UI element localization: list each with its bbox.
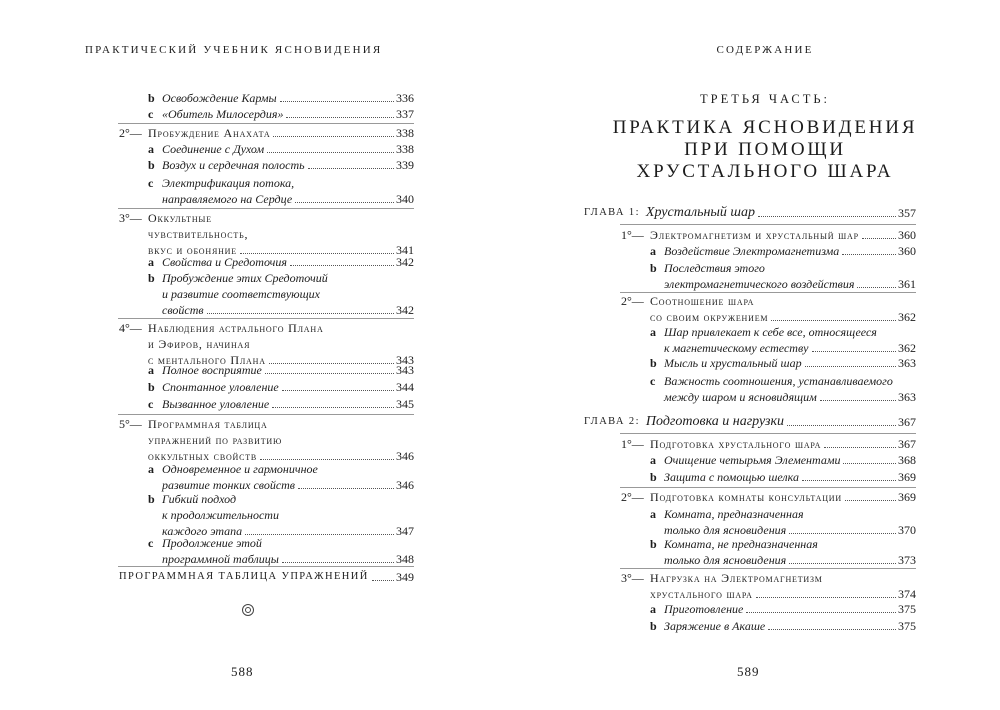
entry-page: 363 xyxy=(898,390,916,404)
entry-title: оккультных свойств xyxy=(148,449,258,463)
entry-title-line: Одновременное и гармоничное xyxy=(162,462,318,476)
entry-letter: c xyxy=(148,536,154,550)
entry-letter: b xyxy=(650,470,657,484)
entry-page: 368 xyxy=(898,453,916,467)
section-rule xyxy=(620,292,916,293)
entry-title: Свойства и Средоточия xyxy=(162,255,287,269)
entry-page: 344 xyxy=(396,380,414,394)
entry-title: хрустального шара xyxy=(650,587,753,601)
entry-letter: b xyxy=(650,261,657,275)
entry-page: 342 xyxy=(396,303,414,317)
entry-number: 2°— xyxy=(621,490,644,504)
entry-letter: a xyxy=(650,325,656,339)
entry-title: Очищение четырьмя Элементами xyxy=(664,453,841,467)
entry-title: ПРОГРАММНАЯ ТАБЛИЦА УПРАЖНЕНИЙ xyxy=(119,571,369,582)
entry-page: 375 xyxy=(898,619,916,633)
leader-dots xyxy=(842,254,896,255)
entry-letter: b xyxy=(650,619,657,633)
entry-title: Спонтанное уловление xyxy=(162,380,279,394)
entry-page: 373 xyxy=(898,553,916,567)
entry-title: со своим окружением xyxy=(650,310,769,324)
entry-page: 346 xyxy=(396,449,414,463)
entry-page: 338 xyxy=(396,142,414,156)
entry-title: Приготовление xyxy=(664,602,744,616)
leader-dots xyxy=(787,425,896,426)
toc-entry[interactable] xyxy=(650,356,916,370)
toc-entry[interactable] xyxy=(148,158,414,172)
leader-dots xyxy=(845,500,896,501)
leader-dots xyxy=(308,168,394,169)
entry-title: с ментального Плана xyxy=(148,353,266,367)
entry-title-line: Электрификация потока, xyxy=(162,176,295,190)
chapter-entry[interactable] xyxy=(584,206,916,220)
entry-title-line: и развитие соответствующих xyxy=(162,287,320,301)
toc-entry[interactable] xyxy=(148,255,414,269)
entry-letter: c xyxy=(148,397,154,411)
entry-page: 345 xyxy=(396,397,414,411)
toc-entry[interactable] xyxy=(650,325,916,355)
leader-dots xyxy=(265,373,394,374)
entry-title: направляемого на Сердце xyxy=(162,192,293,206)
entry-title: Освобождение Кармы xyxy=(162,91,277,105)
entry-number: 3°— xyxy=(621,571,644,585)
toc-entry[interactable] xyxy=(119,126,414,140)
entry-title-line: Последствия этого xyxy=(664,261,765,275)
toc-entry[interactable] xyxy=(650,453,916,467)
leader-dots xyxy=(260,459,394,460)
entry-letter: a xyxy=(650,453,656,467)
part-title-line: ПРАКТИКА ЯСНОВИДЕНИЯ xyxy=(612,117,918,138)
page-number: 589 xyxy=(737,664,760,679)
toc-entry[interactable] xyxy=(650,374,916,404)
entry-title-line: Программная таблица xyxy=(148,417,268,431)
entry-page: 369 xyxy=(898,490,916,504)
leader-dots xyxy=(273,136,394,137)
leader-dots xyxy=(812,351,897,352)
entry-title: только для ясновидения xyxy=(664,553,787,567)
entry-title: Подготовка комнаты консультации xyxy=(650,490,842,504)
entry-title-line: Комната, не предназначенная xyxy=(664,537,818,551)
entry-title: свойств xyxy=(162,303,204,317)
entry-title-line: и Эфиров, начиная xyxy=(148,337,251,351)
toc-entry[interactable] xyxy=(119,211,414,257)
entry-title: Воздействие Электромагнетизма xyxy=(664,244,840,258)
entry-title-line: Продолжение этой xyxy=(162,536,262,550)
entry-title: Защита с помощью шелка xyxy=(664,470,799,484)
entry-title: Электромагнетизм и хрустальный шар xyxy=(650,228,859,242)
entry-title: Заряжение в Акаше xyxy=(664,619,766,633)
ornament-icon xyxy=(242,604,254,616)
entry-number: 4°— xyxy=(119,321,142,335)
entry-number: 1°— xyxy=(621,228,644,242)
toc-entry[interactable] xyxy=(148,380,414,394)
entry-title: к магнетическому естеству xyxy=(664,341,809,355)
chapter-label: ГЛАВА 1: xyxy=(584,207,640,218)
part-title-line: ПРИ ПОМОЩИ xyxy=(684,139,846,160)
entry-page: 343 xyxy=(396,363,414,377)
entry-title: Воздух и сердечная полость xyxy=(162,158,305,172)
entry-title-line: упражнений по развитию xyxy=(148,433,282,447)
entry-number: 5°— xyxy=(119,417,142,431)
toc-entry[interactable] xyxy=(650,470,916,484)
toc-entry[interactable] xyxy=(148,462,414,492)
section-rule xyxy=(118,123,414,124)
leader-dots xyxy=(820,400,896,401)
entry-title: программной таблицы xyxy=(162,552,279,566)
entry-page: 369 xyxy=(898,470,916,484)
leader-dots xyxy=(857,287,896,288)
entry-page: 340 xyxy=(396,192,414,206)
entry-title: Вызванное уловление xyxy=(162,397,270,411)
leader-dots xyxy=(758,216,896,217)
part-title-line: ХРУСТАЛЬНОГО ШАРА xyxy=(636,161,894,182)
entry-page: 342 xyxy=(396,255,414,269)
entry-title-line: к продолжительности xyxy=(162,508,279,522)
toc-entry[interactable] xyxy=(650,244,916,258)
entry-page: 362 xyxy=(898,310,916,324)
entry-title-line: чувствительность, xyxy=(148,227,249,241)
entry-letter: a xyxy=(148,142,154,156)
entry-page: 367 xyxy=(898,437,916,451)
entry-title-line: Пробуждение этих Средоточий xyxy=(162,271,328,285)
leader-dots xyxy=(768,629,896,630)
toc-entry[interactable] xyxy=(621,228,916,242)
leader-dots xyxy=(802,480,896,481)
entry-letter: a xyxy=(148,255,154,269)
entry-page: 357 xyxy=(898,206,916,220)
running-head: СОДЕРЖАНИЕ xyxy=(716,44,814,56)
entry-title-line: Нагрузка на Электромагнетизм xyxy=(650,571,823,585)
entry-title: Соединение с Духом xyxy=(162,142,265,156)
toc-entry[interactable] xyxy=(621,437,916,451)
entry-title: развитие тонких свойств xyxy=(162,478,296,492)
leader-dots xyxy=(207,313,394,314)
toc-entry[interactable] xyxy=(650,537,916,567)
toc-entry[interactable] xyxy=(650,507,916,537)
leader-dots xyxy=(280,101,394,102)
entry-title: Подготовка и нагрузки xyxy=(645,414,785,429)
leader-dots xyxy=(295,202,394,203)
entry-page: 336 xyxy=(396,91,414,105)
leader-dots xyxy=(789,533,896,534)
entry-title-line: Оккультные xyxy=(148,211,212,225)
entry-letter: b xyxy=(148,380,155,394)
section-rule xyxy=(118,414,414,415)
entry-letter: a xyxy=(650,244,656,258)
entry-number: 3°— xyxy=(119,211,142,225)
entry-letter: b xyxy=(148,91,155,105)
leader-dots xyxy=(789,563,896,564)
entry-page: 341 xyxy=(396,243,414,257)
toc-entry[interactable] xyxy=(148,536,414,566)
entry-page: 346 xyxy=(396,478,414,492)
toc-entry[interactable] xyxy=(621,490,916,504)
toc-entry[interactable] xyxy=(148,397,414,411)
entry-title: Мысль и хрустальный шар xyxy=(664,356,802,370)
leader-dots xyxy=(286,117,394,118)
leader-dots xyxy=(824,447,896,448)
page-number: 588 xyxy=(231,664,254,679)
running-head: ПРАКТИЧЕСКИЙ УЧЕБНИК ЯСНОВИДЕНИЯ xyxy=(85,44,383,56)
section-rule xyxy=(118,318,414,319)
entry-page: 363 xyxy=(898,356,916,370)
toc-entry[interactable] xyxy=(148,492,414,538)
entry-title-line: Важность соотношения, устанавливаемого xyxy=(664,374,893,388)
entry-page: 347 xyxy=(396,524,414,538)
entry-page: 375 xyxy=(898,602,916,616)
leader-dots xyxy=(240,253,394,254)
entry-letter: b xyxy=(650,356,657,370)
section-rule xyxy=(620,487,916,488)
entry-title-line: Гибкий подход xyxy=(162,492,237,506)
leader-dots xyxy=(756,597,896,598)
entry-page: 374 xyxy=(898,587,916,601)
leader-dots xyxy=(746,612,896,613)
entry-letter: b xyxy=(148,492,155,506)
leader-dots xyxy=(805,366,896,367)
entry-page: 362 xyxy=(898,341,916,355)
toc-entry[interactable] xyxy=(621,571,916,601)
entry-letter: a xyxy=(650,507,656,521)
entry-title: «Обитель Милосердия» xyxy=(162,107,284,121)
entry-page: 360 xyxy=(898,244,916,258)
entry-letter: c xyxy=(148,176,154,190)
leader-dots xyxy=(290,265,394,266)
chapter-label: ГЛАВА 2: xyxy=(584,416,640,427)
toc-entry[interactable] xyxy=(148,107,414,121)
entry-page: 343 xyxy=(396,353,414,367)
entry-letter: a xyxy=(650,602,656,616)
section-rule xyxy=(620,224,916,225)
entry-title-line: Наблюдения астрального Плана xyxy=(148,321,324,335)
entry-title-line: Соотношение шара xyxy=(650,294,755,308)
toc-entry[interactable] xyxy=(148,91,414,105)
entry-title-line: Комната, предназначенная xyxy=(664,507,804,521)
entry-page: 361 xyxy=(898,277,916,291)
entry-title: между шаром и ясновидящим xyxy=(664,390,817,404)
toc-entry[interactable] xyxy=(119,417,414,463)
entry-letter: b xyxy=(650,537,657,551)
entry-title: Хрустальный шар xyxy=(645,205,755,220)
leader-dots xyxy=(862,238,896,239)
entry-number: 2°— xyxy=(621,294,644,308)
leader-dots xyxy=(298,488,394,489)
leader-dots xyxy=(771,320,896,321)
leader-dots xyxy=(282,390,394,391)
entry-title: Полное восприятие xyxy=(162,363,262,377)
entry-title: Пробуждение Анахата xyxy=(148,126,271,140)
section-rule xyxy=(620,568,916,569)
toc-entry[interactable] xyxy=(148,142,414,156)
section-rule xyxy=(620,433,916,434)
toc-entry[interactable] xyxy=(119,321,414,367)
entry-title: каждого этапа xyxy=(162,524,243,538)
entry-number: 2°— xyxy=(119,126,142,140)
leader-dots xyxy=(843,463,896,464)
section-rule xyxy=(118,208,414,209)
entry-letter: c xyxy=(650,374,656,388)
leader-dots xyxy=(272,407,394,408)
toc-entry[interactable] xyxy=(650,602,916,616)
entry-number: 1°— xyxy=(621,437,644,451)
entry-letter: b xyxy=(148,158,155,172)
entry-page: 367 xyxy=(898,415,916,429)
entry-letter: a xyxy=(148,363,154,377)
entry-page: 348 xyxy=(396,552,414,566)
entry-letter: b xyxy=(148,271,155,285)
entry-page: 349 xyxy=(396,570,414,584)
entry-page: 337 xyxy=(396,107,414,121)
entry-page: 370 xyxy=(898,523,916,537)
entry-title-line: Шар привлекает к себе все, относящееся xyxy=(664,325,877,339)
leader-dots xyxy=(372,580,394,581)
entry-letter: c xyxy=(148,107,154,121)
toc-entry[interactable] xyxy=(650,261,916,291)
part-title xyxy=(530,117,1000,183)
entry-page: 338 xyxy=(396,126,414,140)
entry-page: 339 xyxy=(396,158,414,172)
toc-entry[interactable] xyxy=(621,294,916,324)
leader-dots xyxy=(282,562,394,563)
entry-title: Подготовка хрустального шара xyxy=(650,437,822,451)
entry-page: 360 xyxy=(898,228,916,242)
toc-entry[interactable] xyxy=(148,271,414,317)
entry-title: вкус и обоняние xyxy=(148,243,237,257)
right-page xyxy=(500,0,1000,710)
toc-entry[interactable] xyxy=(148,363,414,377)
chapter-entry[interactable] xyxy=(584,415,916,429)
toc-entry[interactable] xyxy=(650,619,916,633)
leader-dots xyxy=(267,152,394,153)
part-label: ТРЕТЬЯ ЧАСТЬ: xyxy=(700,92,830,106)
toc-entry[interactable] xyxy=(148,176,414,206)
entry-letter: a xyxy=(148,462,154,476)
entry-title: электромагнетического воздействия xyxy=(664,277,855,291)
section-rule xyxy=(118,566,414,567)
entry-title: только для ясновидения xyxy=(664,523,787,537)
toc-entry[interactable] xyxy=(119,570,414,584)
leader-dots xyxy=(245,534,394,535)
